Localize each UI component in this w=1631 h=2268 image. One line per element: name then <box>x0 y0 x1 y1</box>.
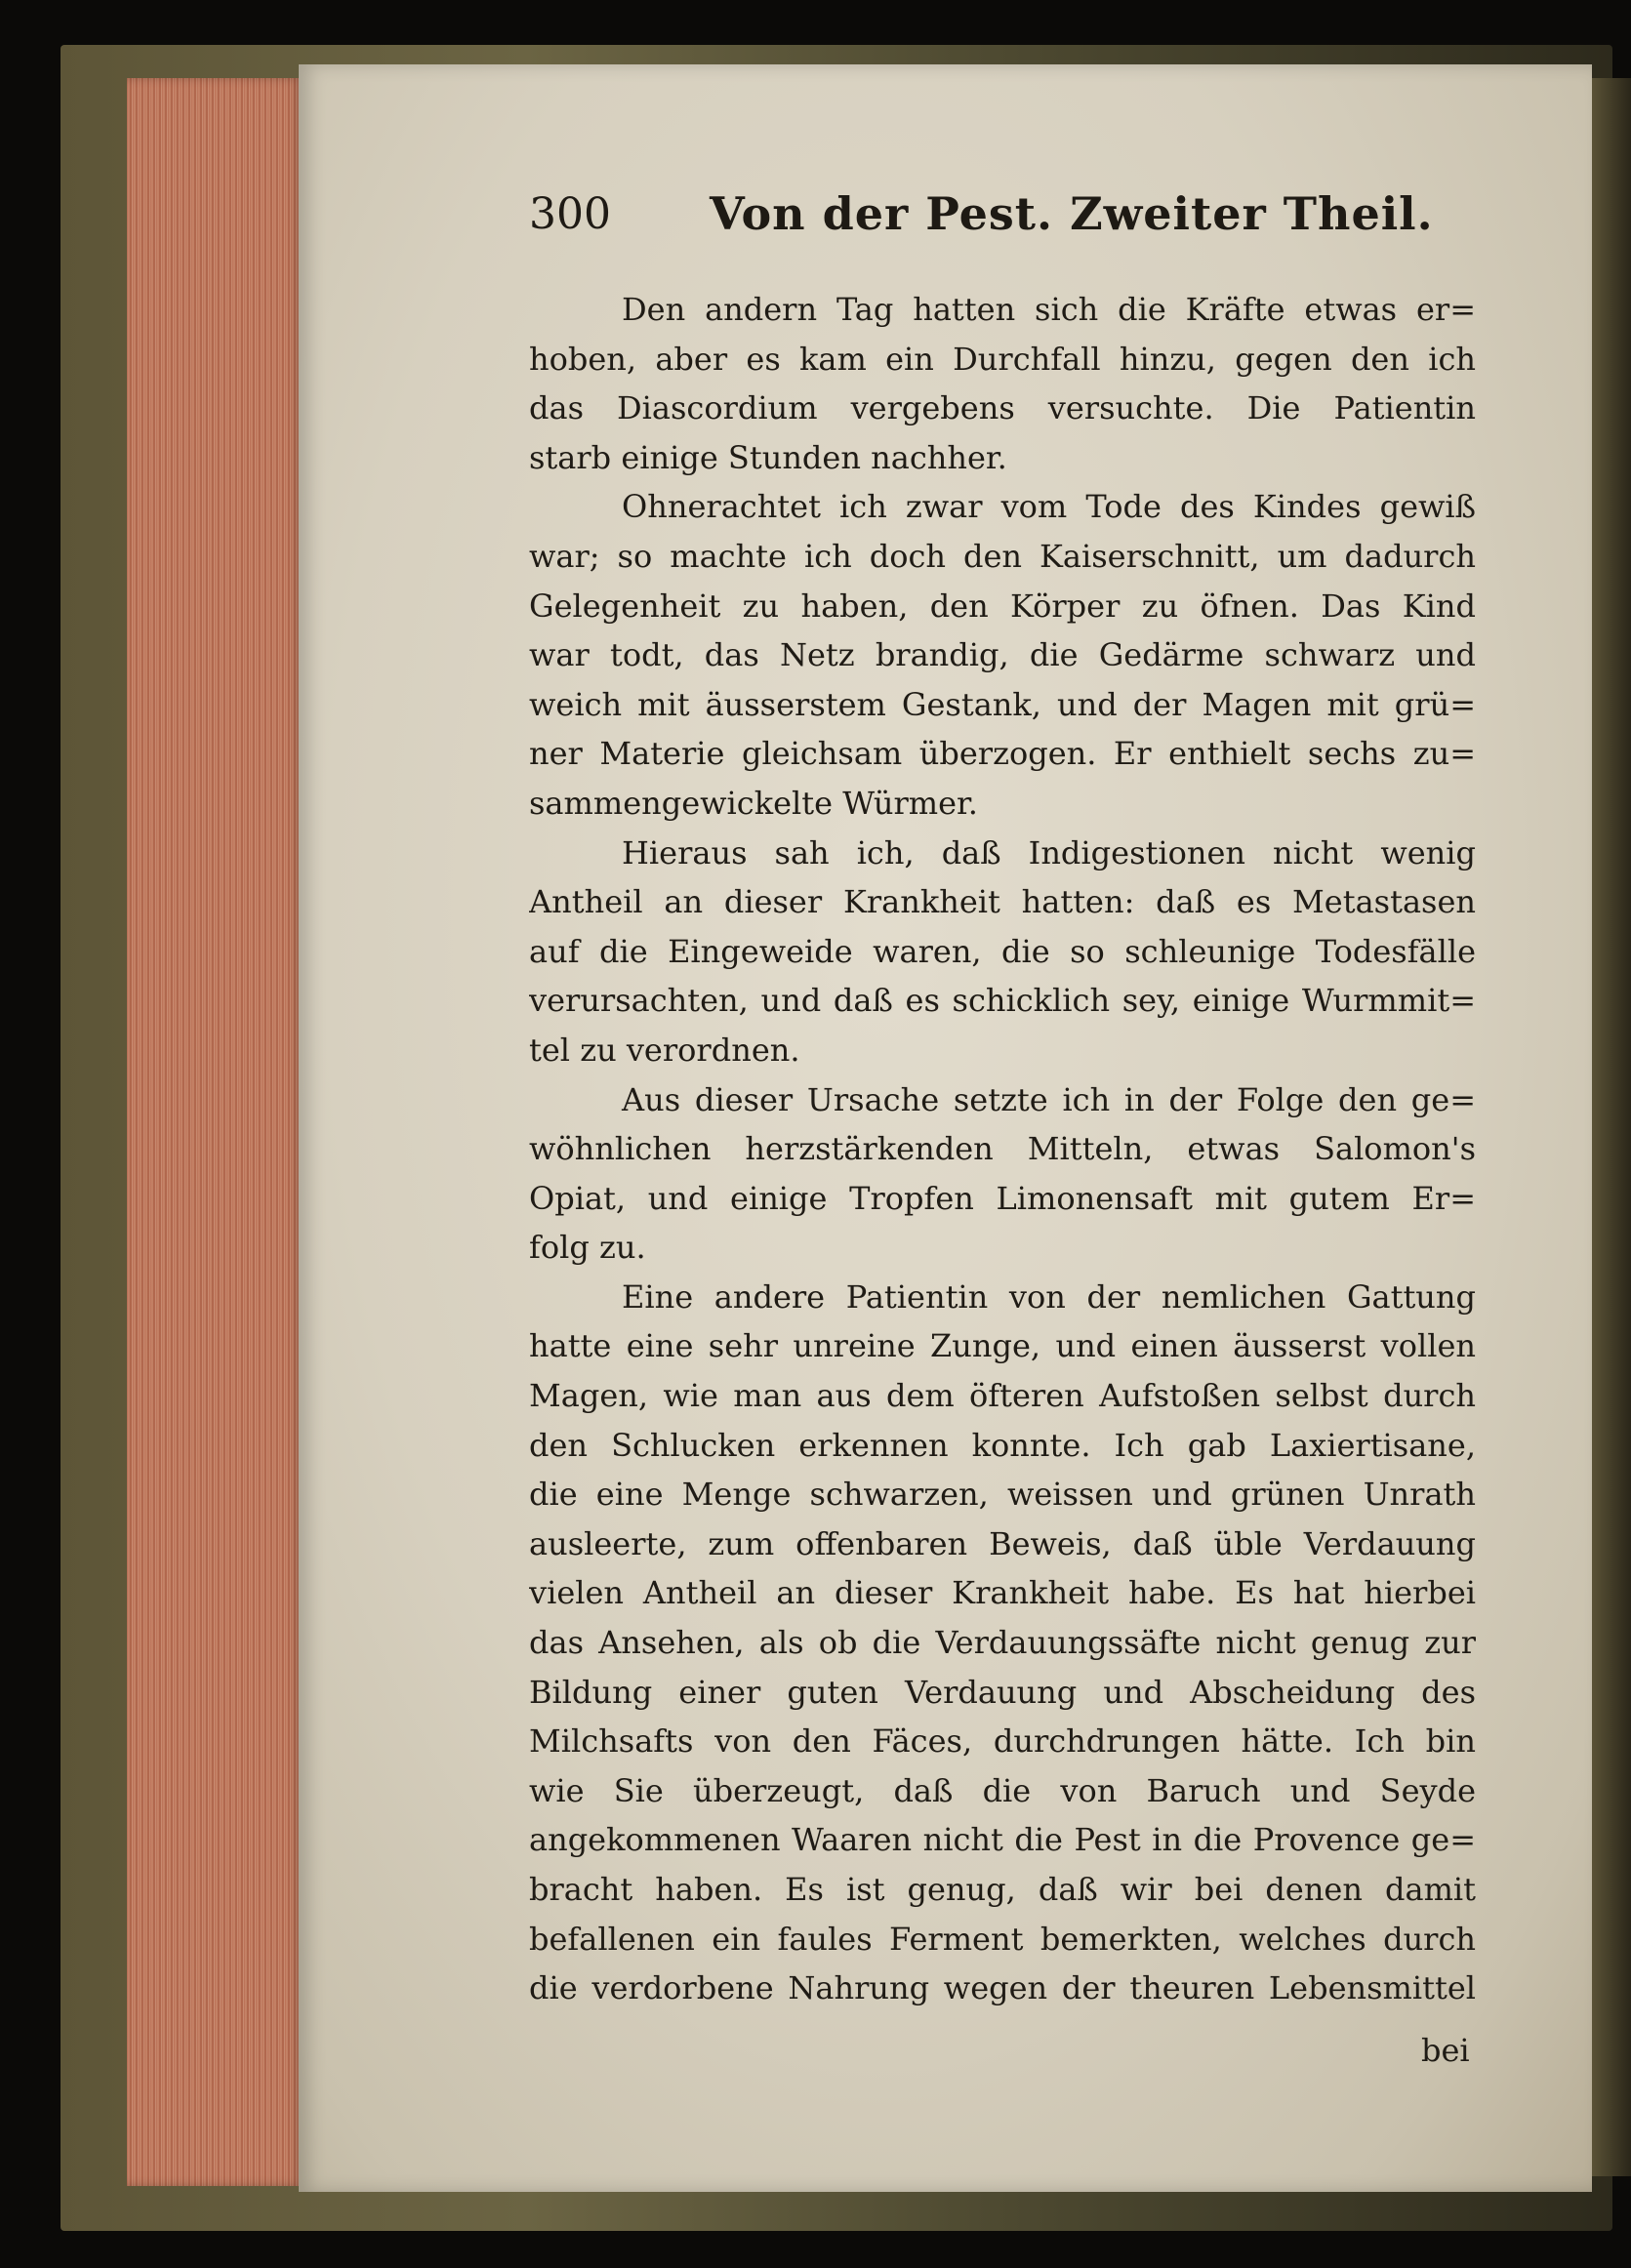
text-line: die verdorbene Nahrung wegen der theuren Lebensmittel <box>529 1969 1476 2007</box>
paragraph <box>529 1075 1476 1273</box>
text-line: Eine andere Patientin von der nemlichen Gattung <box>622 1277 1476 1316</box>
text-line: Antheil an dieser Krankheit hatten: daß es Metastasen <box>529 883 1476 921</box>
text-line: wie Sie überzeugt, daß die von Baruch und Seyde <box>529 1771 1476 1809</box>
text-line: ausleerte, zum offenbaren Beweis, daß üble Verdauung <box>529 1524 1476 1562</box>
text-line: Milchsafts von den Fäces, durchdrungen hätte. Ich bin <box>529 1722 1476 1761</box>
text-line: bracht haben. Es ist genug, daß wir bei denen damit <box>529 1871 1476 1908</box>
paragraph <box>529 285 1476 482</box>
text-line: wöhnlichen herzstärkenden Mitteln, etwas Salomon's <box>529 1130 1476 1168</box>
text-line: weich mit äusserstem Gestank, und der Magen mit grü= <box>529 685 1476 723</box>
text-line: das Ansehen, als ob die Verdauungssäfte nicht genug zur <box>529 1624 1476 1662</box>
page-edges <box>127 78 303 2186</box>
page-header <box>529 187 1486 256</box>
text-line: den Schlucken erkennen konnte. Ich gab Laxiertisane, <box>529 1426 1476 1464</box>
text-line: Ohnerachtet ich zwar vom Tode des Kindes gewiß <box>622 488 1476 526</box>
facing-page-edge <box>1592 78 1631 2176</box>
text-line: auf die Eingeweide waren, die so schleunige Todesfälle <box>529 932 1476 970</box>
text-line: Opiat, und einige Tropfen Limonensaft mit gutem Er= <box>529 1179 1476 1217</box>
text-line: sammengewickelte Würmer. <box>529 784 978 822</box>
text-line: die eine Menge schwarzen, weissen und grünen Unrath <box>529 1476 1476 1514</box>
text-line: folg zu. <box>529 1229 646 1267</box>
text-line: befallenen ein faules Ferment bemerkten, welches durch <box>529 1920 1476 1958</box>
text-line: tel zu verordnen. <box>529 1031 800 1069</box>
text-line: vielen Antheil an dieser Krankheit habe. Es hat hierbei <box>529 1574 1476 1612</box>
running-head: Von der Pest. Zweiter Theil. <box>710 187 1434 240</box>
text-line: starb einige Stunden nachher. <box>529 438 1007 476</box>
text-line: Magen, wie man aus dem öfteren Aufstoßen selbst durch <box>529 1377 1476 1415</box>
catchword: bei <box>1421 2032 1470 2069</box>
text-line: war todt, das Netz brandig, die Gedärme schwarz und <box>529 636 1476 674</box>
text-line: Aus dieser Ursache setzte ich in der Folge den ge= <box>622 1080 1476 1118</box>
paragraph <box>529 1273 1476 2013</box>
text-line: hoben, aber es kam ein Durchfall hinzu, gegen den ich <box>529 340 1476 378</box>
text-line: angekommenen Waaren nicht die Pest in die Provence ge= <box>529 1821 1476 1859</box>
text-line: Den andern Tag hatten sich die Kräfte etwas er= <box>622 291 1476 328</box>
text-line: war; so machte ich doch den Kaiserschnitt, um dadurch <box>529 537 1476 575</box>
text-line: Hieraus sah ich, daß Indigestionen nicht wenig <box>622 833 1476 871</box>
text-line: Bildung einer guten Verdauung und Abscheidung des <box>529 1673 1476 1711</box>
body-text <box>529 285 1476 2013</box>
text-line: das Diascordium vergebens versuchte. Die Patientin <box>529 389 1476 427</box>
text-line: ner Materie gleichsam überzogen. Er enthielt sechs zu= <box>529 735 1476 773</box>
text-line: Gelegenheit zu haben, den Körper zu öfnen. Das Kind <box>529 587 1476 625</box>
text-line: verursachten, und daß es schicklich sey, einige Wurmmit= <box>529 982 1476 1020</box>
paragraph <box>529 482 1476 828</box>
paragraph <box>529 829 1476 1075</box>
page-number: 300 <box>529 189 611 239</box>
text-line: hatte eine sehr unreine Zunge, und einen äusserst vollen <box>529 1327 1476 1365</box>
